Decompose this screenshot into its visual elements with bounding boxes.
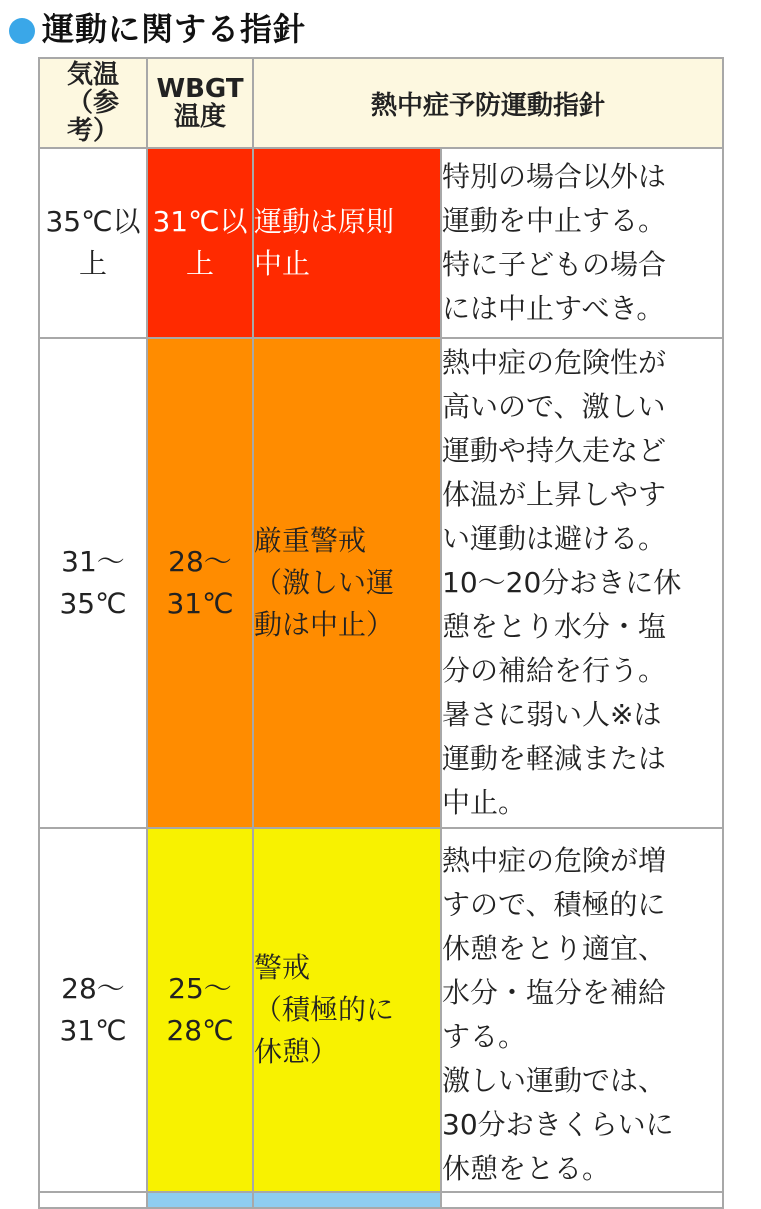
wbgt-cell xyxy=(147,828,253,1192)
description-line: 激しい運動では、 xyxy=(442,1064,667,1097)
description-line: 憩をとり水分・塩 xyxy=(442,610,667,643)
level-line: 厳重警戒 xyxy=(254,524,367,557)
air-temp-cell xyxy=(39,148,147,338)
description-line: い運動は避ける。 xyxy=(442,522,667,555)
table-row-partial xyxy=(39,1192,723,1208)
header-wbgt-line: WBGT xyxy=(156,74,244,104)
level-cell xyxy=(253,828,441,1192)
level-line: 休憩） xyxy=(254,1035,339,1068)
level-line: 警戒 xyxy=(254,951,311,984)
description-line: 水分・塩分を補給 xyxy=(442,976,667,1009)
wbgt-line: 31℃ xyxy=(166,587,234,620)
description-line: 休憩をとる。 xyxy=(442,1152,611,1185)
wbgt-line: 31℃以 xyxy=(152,205,248,238)
header-guideline: 熱中症予防運動指針 xyxy=(253,58,723,148)
description-cell xyxy=(441,828,723,1192)
air-temp-line: 31℃ xyxy=(59,1014,127,1047)
header-wbgt xyxy=(147,58,253,148)
air-temp-cell xyxy=(39,1192,147,1208)
description-line: 高いので、激しい xyxy=(442,390,666,423)
description-line: すので、積極的に xyxy=(442,888,666,921)
description-line: 熱中症の危険が増 xyxy=(442,844,667,877)
description-line: 中止。 xyxy=(442,786,527,819)
description-cell xyxy=(441,338,723,828)
air-temp-cell xyxy=(39,338,147,828)
level-cell xyxy=(253,1192,441,1208)
wbgt-cell xyxy=(147,338,253,828)
table-row xyxy=(39,338,723,828)
section-title-bar xyxy=(0,0,761,52)
description-line: 分の補給を行う。 xyxy=(442,654,667,687)
description-line: 暑さに弱い人※は xyxy=(442,698,662,731)
header-air-temp-line: 気温 xyxy=(66,60,119,90)
air-temp-line: 上 xyxy=(78,247,107,280)
wbgt-cell xyxy=(147,1192,253,1208)
wbgt-line: 上 xyxy=(185,247,214,280)
level-line: 動は中止） xyxy=(254,608,395,641)
description-line: 30分おきくらいに xyxy=(442,1108,674,1141)
level-line: （積極的に xyxy=(254,993,395,1026)
description-line: 運動を中止する。 xyxy=(442,204,667,237)
air-temp-line: 28～ xyxy=(61,972,125,1005)
description-cell xyxy=(441,1192,723,1208)
air-temp-line: 35℃ xyxy=(59,587,127,620)
description-line: 特に子どもの場合 xyxy=(442,248,667,281)
description-line: 休憩をとり適宜、 xyxy=(442,932,667,965)
description-line: には中止すべき。 xyxy=(442,292,665,325)
level-cell xyxy=(253,338,441,828)
table-row xyxy=(39,828,723,1192)
description-line: 10～20分おきに休 xyxy=(442,566,682,599)
air-temp-line: 35℃以 xyxy=(45,205,141,238)
description-line: 体温が上昇しやす xyxy=(442,478,667,511)
header-air-temp xyxy=(39,58,147,148)
level-line: （激しい運 xyxy=(254,566,395,599)
air-temp-cell xyxy=(39,828,147,1192)
wbgt-line: 28～ xyxy=(168,545,232,578)
wbgt-line: 28℃ xyxy=(166,1014,234,1047)
section-title: 運動に関する指針 xyxy=(42,10,307,48)
header-wbgt-line: 温度 xyxy=(173,102,226,132)
table-row xyxy=(39,148,723,338)
description-cell xyxy=(441,148,723,338)
description-line: 特別の場合以外は xyxy=(442,160,667,193)
bullet-dot-icon xyxy=(9,18,35,44)
header-air-temp-line: 考） xyxy=(66,116,119,146)
level-cell xyxy=(253,148,441,338)
air-temp-line: 31～ xyxy=(61,545,125,578)
wbgt-line: 25～ xyxy=(168,972,232,1005)
description-line: 運動や持久走など xyxy=(442,434,667,467)
description-line: 運動を軽減または xyxy=(442,742,667,775)
description-line: 熱中症の危険性が xyxy=(442,346,667,379)
level-line: 運動は原則 xyxy=(254,205,395,238)
header-air-temp-line: （参 xyxy=(66,88,119,118)
level-line: 中止 xyxy=(254,247,311,280)
wbgt-cell xyxy=(147,148,253,338)
table-header-row xyxy=(39,58,723,148)
description-line: する。 xyxy=(442,1020,527,1053)
exercise-guideline-table xyxy=(38,57,724,1209)
